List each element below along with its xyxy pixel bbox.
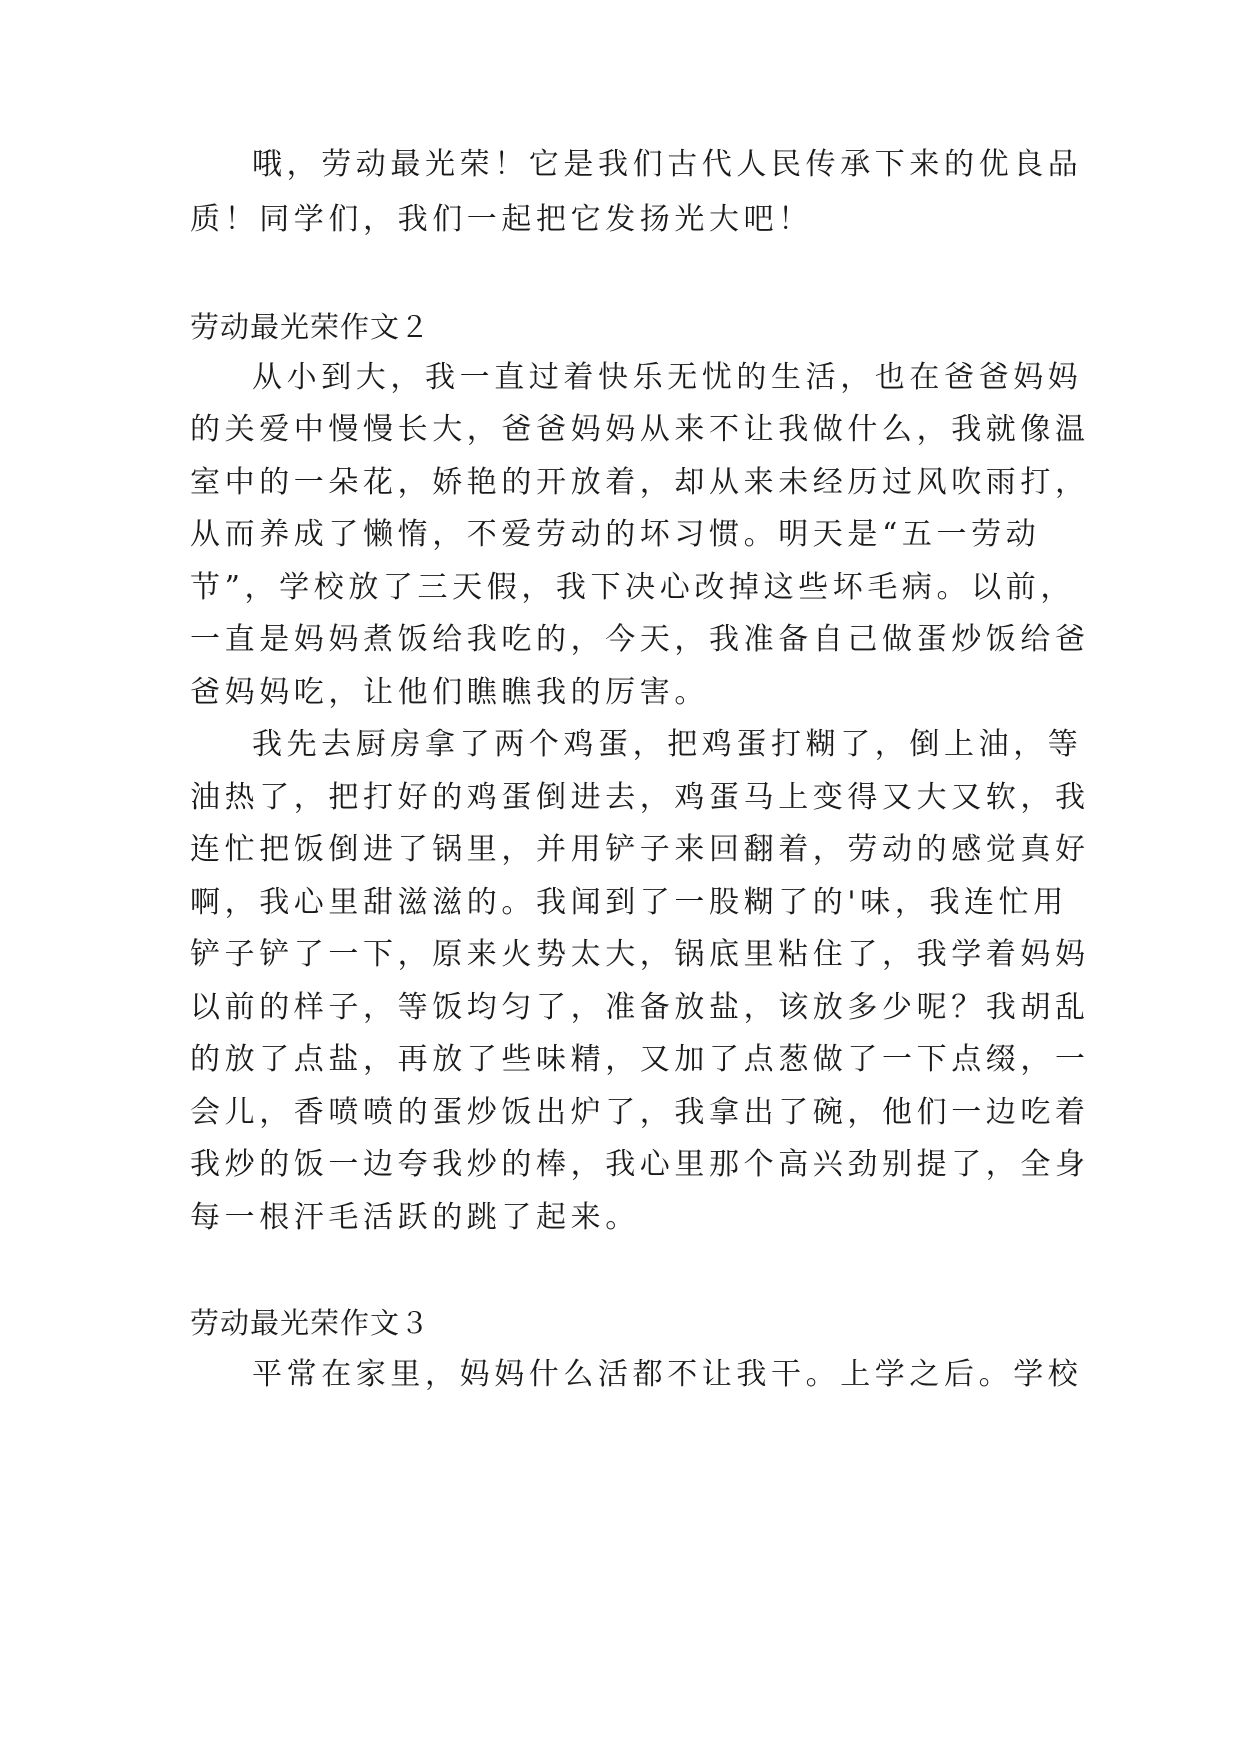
paragraph-line: 一直是妈妈煮饭给我吃的，今天，我准备自己做蛋炒饭给爸 (190, 622, 1090, 657)
paragraph-line: 哦，劳动最光荣！它是我们古代人民传承下来的优良品 (252, 147, 1083, 182)
paragraph-line: 平常在家里，妈妈什么活都不让我干。上学之后。学校 (252, 1357, 1083, 1392)
paragraph-line: 从小到大，我一直过着快乐无忧的生活，也在爸爸妈妈 (252, 360, 1083, 395)
paragraph-line: 连忙把饭倒进了锅里，并用铲子来回翻着，劳动的感觉真好 (190, 832, 1090, 867)
paragraph-line: 我炒的饭一边夸我炒的棒，我心里那个高兴劲别提了，全身 (190, 1147, 1090, 1182)
paragraph-line: 质！同学们，我们一起把它发扬光大吧！ (190, 202, 813, 237)
paragraph-line: 节”，学校放了三天假，我下决心改掉这些坏毛病。以前， (190, 570, 1075, 605)
paragraph-line: 爸妈妈吃，让他们瞧瞧我的厉害。 (190, 675, 709, 710)
paragraph-line: 我先去厨房拿了两个鸡蛋，把鸡蛋打糊了，倒上油，等 (252, 727, 1083, 762)
paragraph-line: 以前的样子，等饭均匀了，准备放盐，该放多少呢？我胡乱 (190, 990, 1090, 1025)
paragraph-line: 油热了，把打好的鸡蛋倒进去，鸡蛋马上变得又大又软，我 (190, 780, 1090, 815)
paragraph-line: 从而养成了懒惰，不爱劳动的坏习惯。明天是“五一劳动 (190, 517, 1041, 552)
paragraph-line: 会儿，香喷喷的蛋炒饭出炉了，我拿出了碗，他们一边吃着 (190, 1095, 1090, 1130)
paragraph-line: 的关爱中慢慢长大，爸爸妈妈从来不让我做什么，我就像温 (190, 412, 1090, 447)
paragraph-line: 每一根汗毛活跃的跳了起来。 (190, 1200, 640, 1235)
section-heading: 劳动最光荣作文３ (190, 1306, 431, 1340)
paragraph-line: 的放了点盐，再放了些味精，又加了点葱做了一下点缀，一 (190, 1042, 1090, 1077)
paragraph-line: 啊，我心里甜滋滋的。我闻到了一股糊了的'味，我连忙用 (190, 885, 1068, 920)
section-heading: 劳动最光荣作文２ (190, 310, 431, 344)
paragraph-line: 铲子铲了一下，原来火势太大，锅底里粘住了，我学着妈妈 (190, 937, 1090, 972)
paragraph-line: 室中的一朵花，娇艳的开放着，却从来未经历过风吹雨打， (190, 465, 1090, 500)
